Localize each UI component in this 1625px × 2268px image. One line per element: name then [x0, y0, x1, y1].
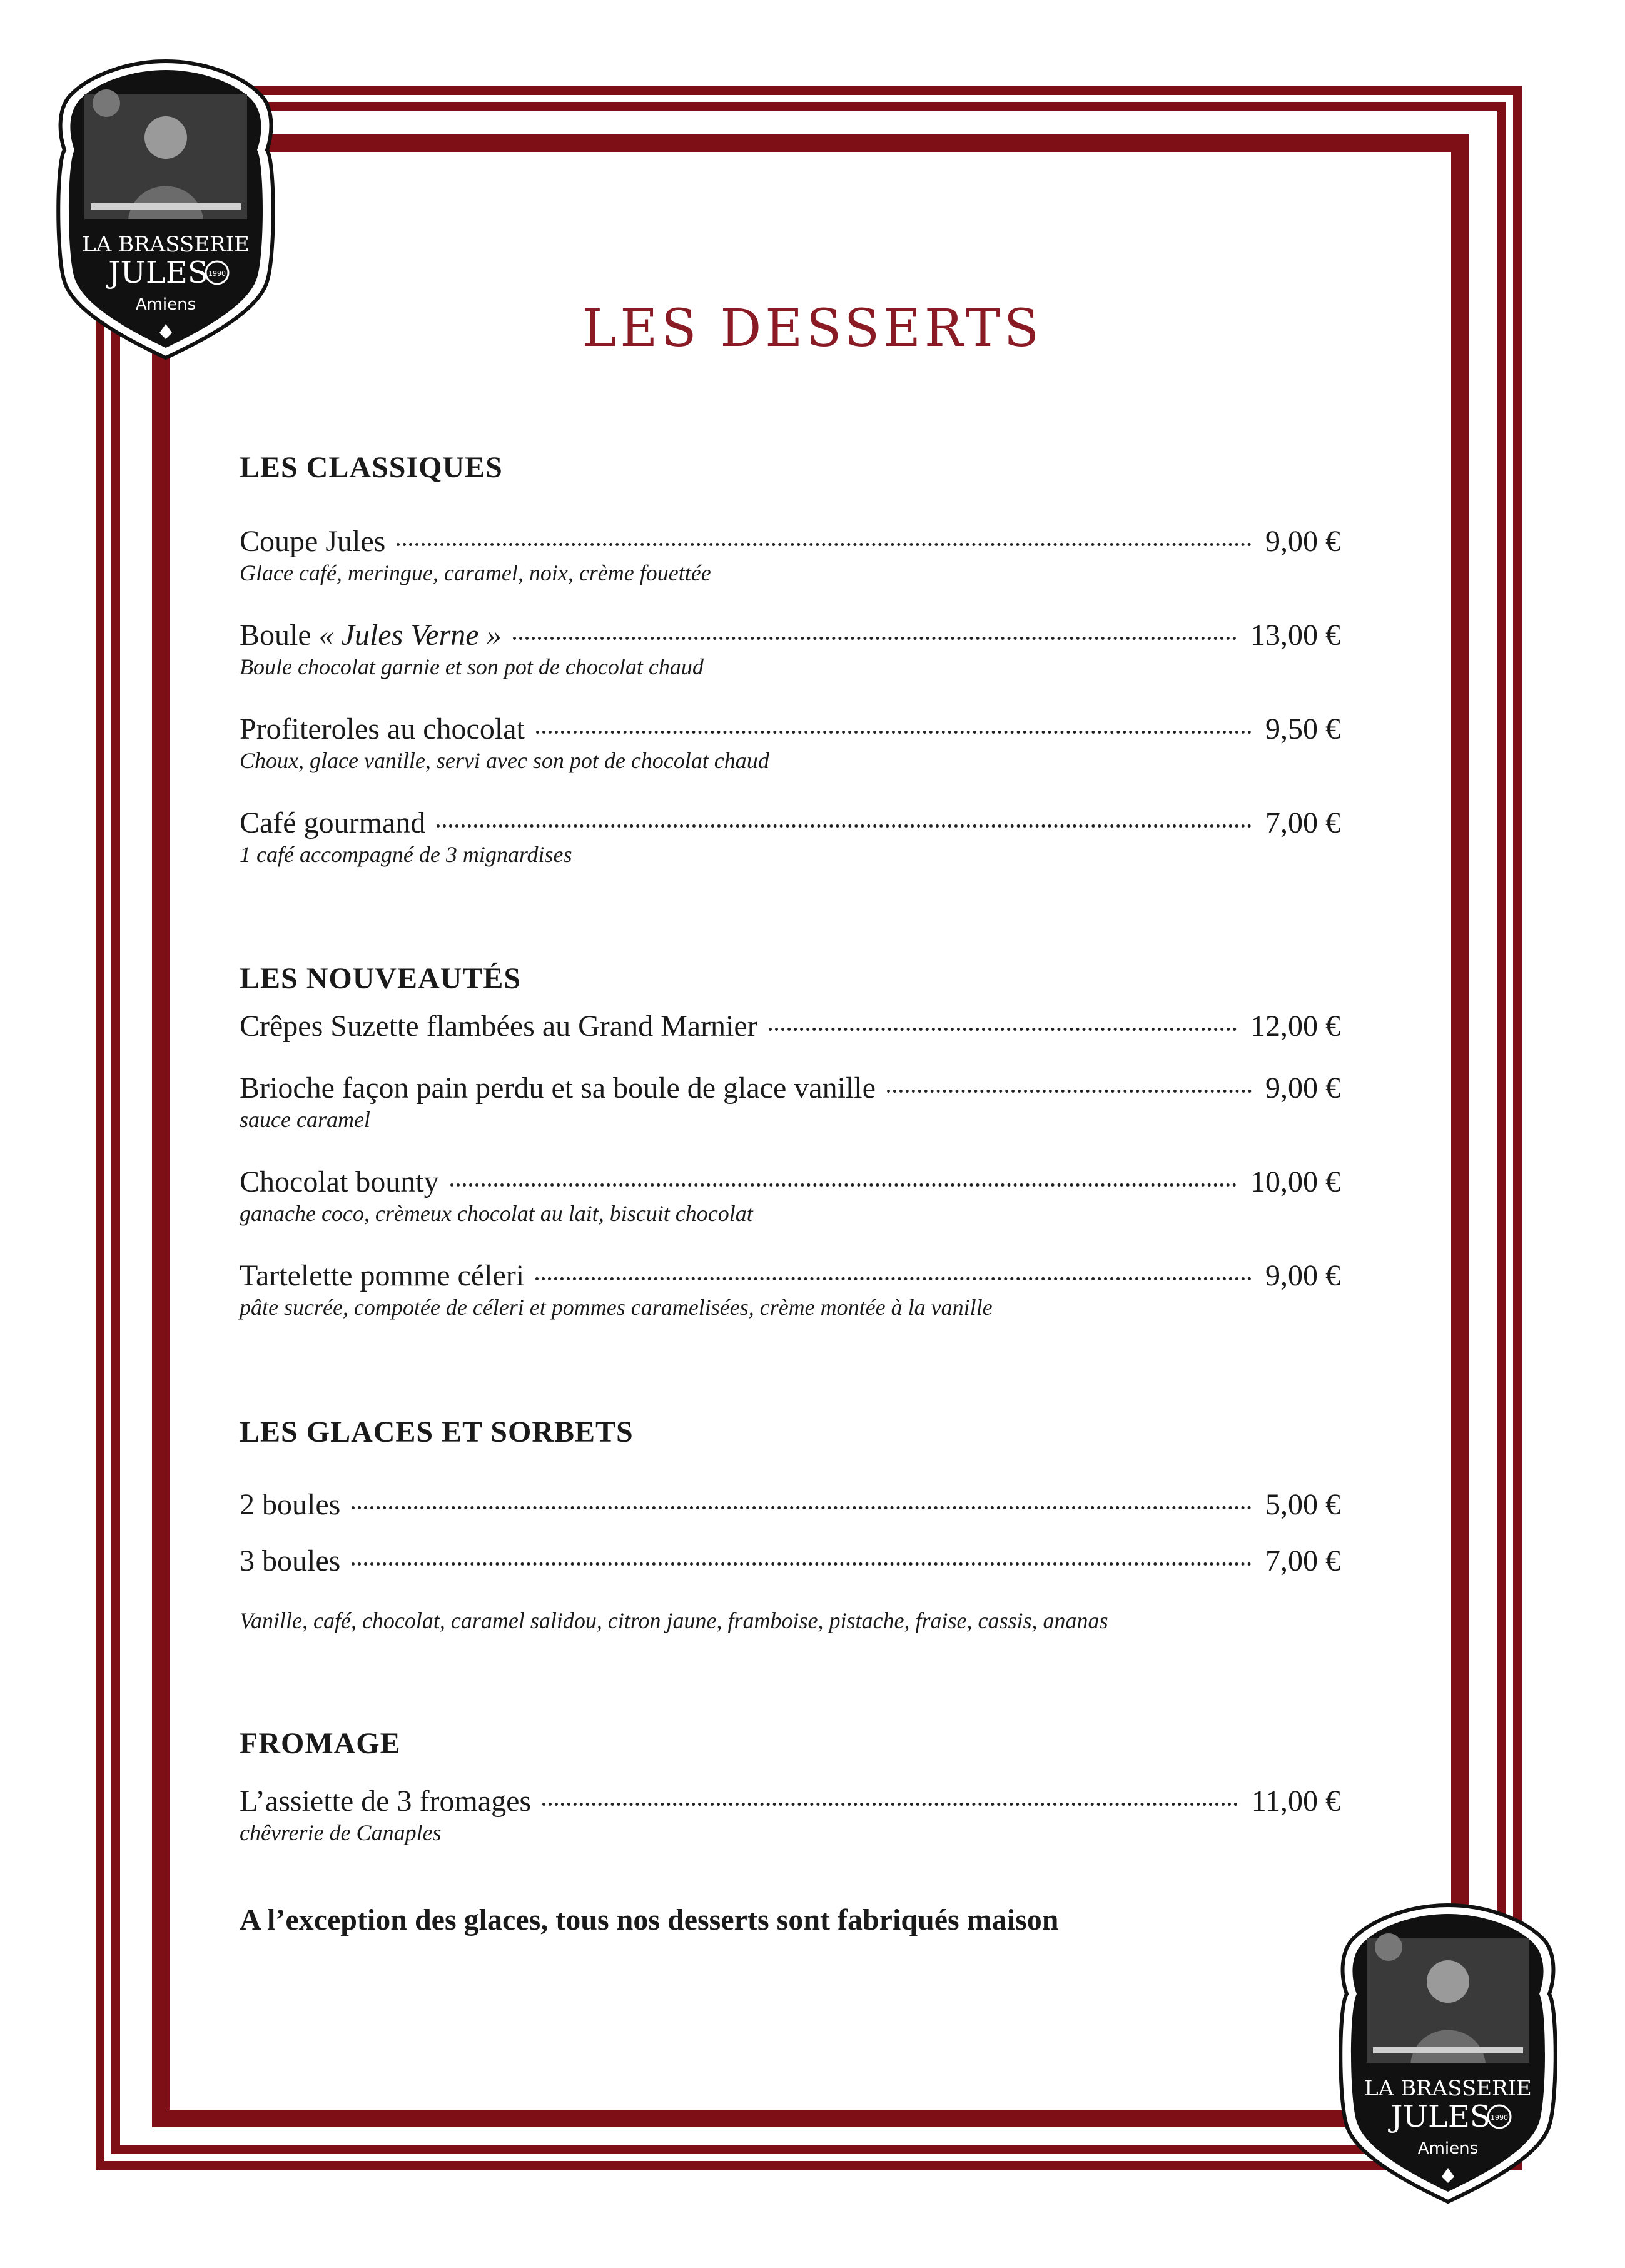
- menu-item: [240, 806, 1340, 868]
- menu-item: [240, 1487, 1340, 1522]
- item-name: 2 boules: [240, 1488, 341, 1521]
- leader-dots: [450, 1183, 1237, 1187]
- item-price: 9,00 €: [1265, 525, 1340, 558]
- menu-item: [240, 1258, 1340, 1320]
- menu-item: [240, 1544, 1340, 1578]
- item-name: Coupe Jules: [240, 525, 386, 558]
- section-heading: FROMAGE: [240, 1727, 401, 1760]
- item-description: 1 café accompagné de 3 mignardises: [240, 842, 572, 867]
- section-heading: LES NOUVEAUTÉS: [240, 962, 522, 995]
- item-description: pâte sucrée, compotée de céleri et pommes caramelisées, crème montée à la vanille: [240, 1295, 993, 1320]
- section-heading: LES CLASSIQUES: [240, 451, 503, 484]
- item-description: sauce caramel: [240, 1107, 370, 1132]
- leader-dots: [769, 1028, 1237, 1031]
- item-description: Choux, glace vanille, servi avec son pot de chocolat chaud: [240, 748, 769, 773]
- logo-badge: 1990: [208, 270, 226, 278]
- item-name: Profiteroles au chocolat: [240, 712, 525, 746]
- section-glaces-sorbets: [240, 1415, 1340, 1449]
- leader-dots: [535, 1277, 1252, 1280]
- section-fromage: [240, 1726, 1340, 1761]
- page-title: LES DESSERTS: [582, 299, 1043, 358]
- section-nouveautes: [240, 961, 1340, 996]
- item-price: 5,00 €: [1265, 1488, 1340, 1521]
- leader-dots: [437, 824, 1252, 828]
- leader-dots: [513, 637, 1237, 640]
- logo-city: Amiens: [1417, 2139, 1479, 2158]
- leader-dots: [542, 1803, 1238, 1806]
- menu-item: [240, 1784, 1340, 1846]
- logo-badge: 1990: [1491, 2114, 1508, 2122]
- item-price: 13,00 €: [1250, 619, 1340, 652]
- menu-item: [240, 618, 1340, 680]
- item-description: ganache coco, crèmeux chocolat au lait, biscuit chocolat: [240, 1201, 753, 1226]
- leader-dots: [887, 1090, 1252, 1093]
- item-name: 3 boules: [240, 1544, 341, 1577]
- item-description: Boule chocolat garnie et son pot de chocolat chaud: [240, 654, 704, 679]
- logo-line2: JULES: [1390, 2099, 1491, 2134]
- item-price: 9,00 €: [1265, 1071, 1340, 1105]
- item-name-prefix: Boule: [240, 619, 319, 652]
- menu-item: [240, 1165, 1340, 1227]
- item-name: L’assiette de 3 fromages: [240, 1785, 532, 1818]
- menu-item: [240, 524, 1340, 586]
- item-price: 9,00 €: [1265, 1259, 1340, 1292]
- item-price: 9,50 €: [1265, 712, 1340, 746]
- leader-dots: [352, 1562, 1252, 1566]
- leader-dots: [536, 731, 1252, 734]
- leader-dots: [397, 543, 1252, 546]
- section-classiques: [240, 450, 1340, 485]
- item-price: 7,00 €: [1265, 1544, 1340, 1577]
- item-name: Crêpes Suzette flambées au Grand Marnier: [240, 1010, 757, 1043]
- item-name: Brioche façon pain perdu et sa boule de glace vanille: [240, 1071, 876, 1105]
- logo-emblem-icon: [1335, 1900, 1561, 2207]
- item-price: 7,00 €: [1265, 806, 1340, 839]
- item-name: Café gourmand: [240, 806, 426, 839]
- brasserie-logo-bottom: [1335, 1900, 1561, 2207]
- ice-cream-flavours: Vanille, café, chocolat, caramel salidou, citron jaune, framboise, pistache, fraise, cassis, ananas: [240, 1608, 1108, 1633]
- item-price: 11,00 €: [1251, 1785, 1340, 1818]
- item-description: Glace café, meringue, caramel, noix, crème fouettée: [240, 560, 711, 585]
- item-price: 10,00 €: [1250, 1165, 1340, 1198]
- logo-line2: JULES: [108, 255, 208, 290]
- item-name: Chocolat bounty: [240, 1165, 439, 1198]
- item-name: [240, 618, 502, 652]
- logo-line1: LA BRASSERIE: [1364, 2076, 1532, 2101]
- item-name-italic: « Jules Verne »: [318, 619, 502, 652]
- menu-item: [240, 1009, 1340, 1043]
- menu-item: [240, 712, 1340, 774]
- leader-dots: [352, 1506, 1252, 1509]
- footer-note: A l’exception des glaces, tous nos desserts sont fabriqués maison: [240, 1903, 1059, 1936]
- item-name: Tartelette pomme céleri: [240, 1259, 525, 1292]
- item-description: chêvrerie de Canaples: [240, 1820, 442, 1845]
- section-heading: LES GLACES ET SORBETS: [240, 1415, 634, 1449]
- logo-line1: LA BRASSERIE: [82, 232, 250, 257]
- menu-item: [240, 1071, 1340, 1133]
- logo-city: Amiens: [135, 295, 196, 314]
- item-price: 12,00 €: [1250, 1010, 1340, 1043]
